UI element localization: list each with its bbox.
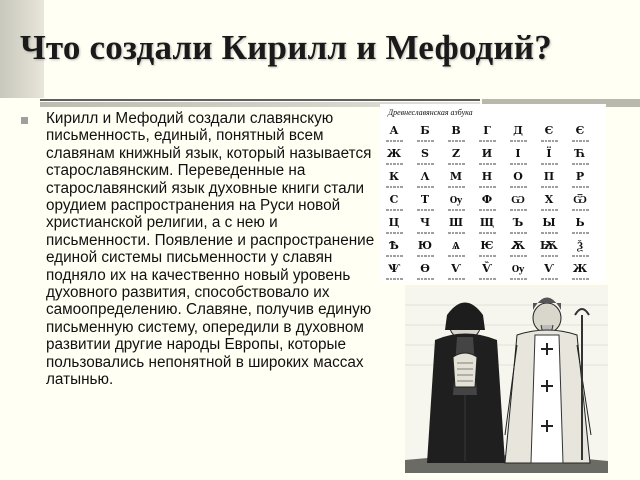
alphabet-letter: Д bbox=[513, 124, 523, 137]
alphabet-letter: Ѳ bbox=[420, 262, 430, 275]
alphabet-letter: Ъ bbox=[512, 216, 524, 229]
alphabet-letter: Ж bbox=[572, 262, 588, 275]
title-divider bbox=[40, 99, 480, 101]
alphabet-letter: Г bbox=[483, 124, 491, 137]
alphabet-letter: Ѡ bbox=[511, 193, 525, 206]
alphabet-chart-image bbox=[380, 104, 606, 282]
alphabet-letter: Ш bbox=[449, 216, 463, 229]
alphabet-letter: К bbox=[388, 170, 400, 183]
alphabet-letter: М bbox=[449, 170, 463, 183]
alphabet-letter: Ж bbox=[386, 147, 402, 160]
alphabet-letter: Λ bbox=[420, 170, 430, 183]
alphabet-chart bbox=[380, 104, 606, 282]
alphabet-letter: Ѵ bbox=[543, 262, 555, 275]
alphabet-letter: Ѫ bbox=[510, 239, 526, 252]
alphabet-letter: П bbox=[543, 170, 555, 183]
alphabet-heading: Древнеславянская азбука bbox=[388, 108, 473, 117]
alphabet-letter: Ћ bbox=[574, 147, 586, 160]
alphabet-letter: Ѯ bbox=[577, 239, 583, 252]
alphabet-letter: Ѣ bbox=[389, 239, 399, 252]
alphabet-letter: Ѵ bbox=[450, 262, 462, 275]
alphabet-letter: Ь bbox=[575, 216, 585, 229]
alphabet-letter: Ѧ bbox=[452, 239, 460, 252]
alphabet-letter: Ѥ bbox=[480, 239, 494, 252]
alphabet-letter: Н bbox=[481, 170, 493, 183]
alphabet-letter: Б bbox=[420, 124, 430, 137]
alphabet-letter: Ѷ bbox=[481, 262, 493, 275]
alphabet-letter: Є bbox=[544, 124, 554, 137]
alphabet-letter: Ч bbox=[419, 216, 431, 229]
alphabet-letter: Ф bbox=[481, 193, 493, 206]
alphabet-letter: Ѹ bbox=[449, 193, 463, 206]
alphabet-letter: О bbox=[513, 170, 523, 183]
alphabet-letter: Ѕ bbox=[421, 147, 429, 160]
alphabet-letter: Ѱ bbox=[387, 262, 401, 275]
alphabet-letter: Є bbox=[575, 124, 585, 137]
alphabet-letter: А bbox=[389, 124, 399, 137]
saints-cyril-methodius-illustration bbox=[405, 285, 608, 473]
bullet-marker bbox=[21, 117, 28, 124]
slide-title: Что создали Кирилл и Мефодий? bbox=[20, 28, 552, 67]
alphabet-letter: Ѹ bbox=[511, 262, 525, 275]
alphabet-letter: Т bbox=[420, 193, 430, 206]
body-paragraph: Кирилл и Мефодий создали славянскую письменность, единый, понятный всем славянам книжный язык, который называется старославянским. Переведенные на старославянский язык духовные книги стали орудием распространения на Руси новой христианской религии, а с нею и письменности. Появление и распространение единой системы письменности у славян подняло их на качественно новый уровень духовного развития, способствовало их самоопределению. Славяне, получив единую письменную систему, опередили в духовном развитии другие народы Европы, которые пользовались непонятной в широких массах латынью. bbox=[46, 110, 375, 389]
alphabet-letter: Ї bbox=[546, 147, 552, 160]
alphabet-letter: В bbox=[451, 124, 461, 137]
alphabet-letter: Р bbox=[575, 170, 585, 183]
alphabet-letter: Ѿ bbox=[573, 193, 587, 206]
alphabet-letter: С bbox=[389, 193, 399, 206]
alphabet-letter: І bbox=[515, 147, 521, 160]
alphabet-letter: Ц bbox=[388, 216, 400, 229]
alphabet-letter: Щ bbox=[479, 216, 495, 229]
alphabet-letter: Ζ bbox=[451, 147, 461, 160]
alphabet-letter: Ы bbox=[542, 216, 556, 229]
alphabet-letter: Ю bbox=[417, 239, 433, 252]
saints-figures bbox=[405, 285, 608, 473]
alphabet-letter: Ѭ bbox=[540, 239, 558, 252]
alphabet-letter: Х bbox=[544, 193, 554, 206]
alphabet-letter: И bbox=[481, 147, 493, 160]
